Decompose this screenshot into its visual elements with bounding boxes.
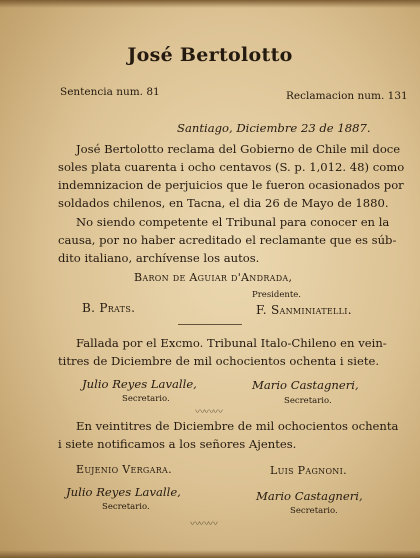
ruling-line: Fallada por el Excmo. Tribunal Italo-Chileno en vein- [76,336,387,350]
paragraph-line: soles plata cuarenta i ocho centavos (S. p. 1,012. 48) como [58,160,405,174]
secretary-left-name: Julio Reyes Lavalle, [66,485,181,499]
secretary-left-title: Secretario. [102,502,150,512]
paragraph-line: No siendo competente el Tribunal para conocer en la [76,215,390,229]
agent-left: Eujenio Vergara. [76,463,172,476]
secretary-right-name: Mario Castagneri, [256,489,363,503]
paragraph-line: José Bertolotto reclama del Gobierno de Chile mil doce [76,142,401,156]
paragraph-line: dito italiano, archívense los autos. [58,251,260,265]
president-name: Baron de Aguiar d'Andrada, [134,271,293,284]
ruling-line: titres de Diciembre de mil ochocientos ochenta i siete. [58,354,380,368]
secretary-right-name: Mario Castagneri, [252,378,359,392]
secretary-left-title: Secretario. [122,394,170,404]
secretary-right-title: Secretario. [284,396,332,406]
signatory-right: F. Sanminiatelli. [256,303,352,317]
president-title: Presidente. [252,290,301,300]
divider [178,324,242,325]
notification-line: En veintitres de Diciembre de mil ochocientos ochenta [76,419,399,433]
secretary-left-name: Julio Reyes Lavalle, [82,377,197,391]
case-title: José Bertolotto [127,44,293,66]
page-edge-top [0,0,420,8]
page-edge-bottom [0,550,420,558]
agent-right: Luis Pagnoni. [270,464,347,477]
notification-line: i siete notificamos a los señores Ajentes. [58,437,297,451]
paragraph-line: soldados chilenos, en Tacna, el dia 26 de Mayo de 1880. [58,196,389,210]
paragraph-line: indemnizacion de perjuicios que le fueron ocasionados por [58,178,404,192]
dateline: Santiago, Diciembre 23 de 1887. [177,121,371,135]
ornament-divider: 〰〰〰 [190,519,217,530]
ornament-divider: 〰〰〰 [195,407,222,418]
reclamacion-number: Reclamacion num. 131 [286,90,408,102]
secretary-right-title: Secretario. [290,506,338,516]
signatory-left: B. Prats. [82,301,136,315]
sentencia-number: Sentencia num. 81 [60,86,160,98]
paragraph-line: causa, por no haber acreditado el reclamante que es súb- [58,233,397,247]
